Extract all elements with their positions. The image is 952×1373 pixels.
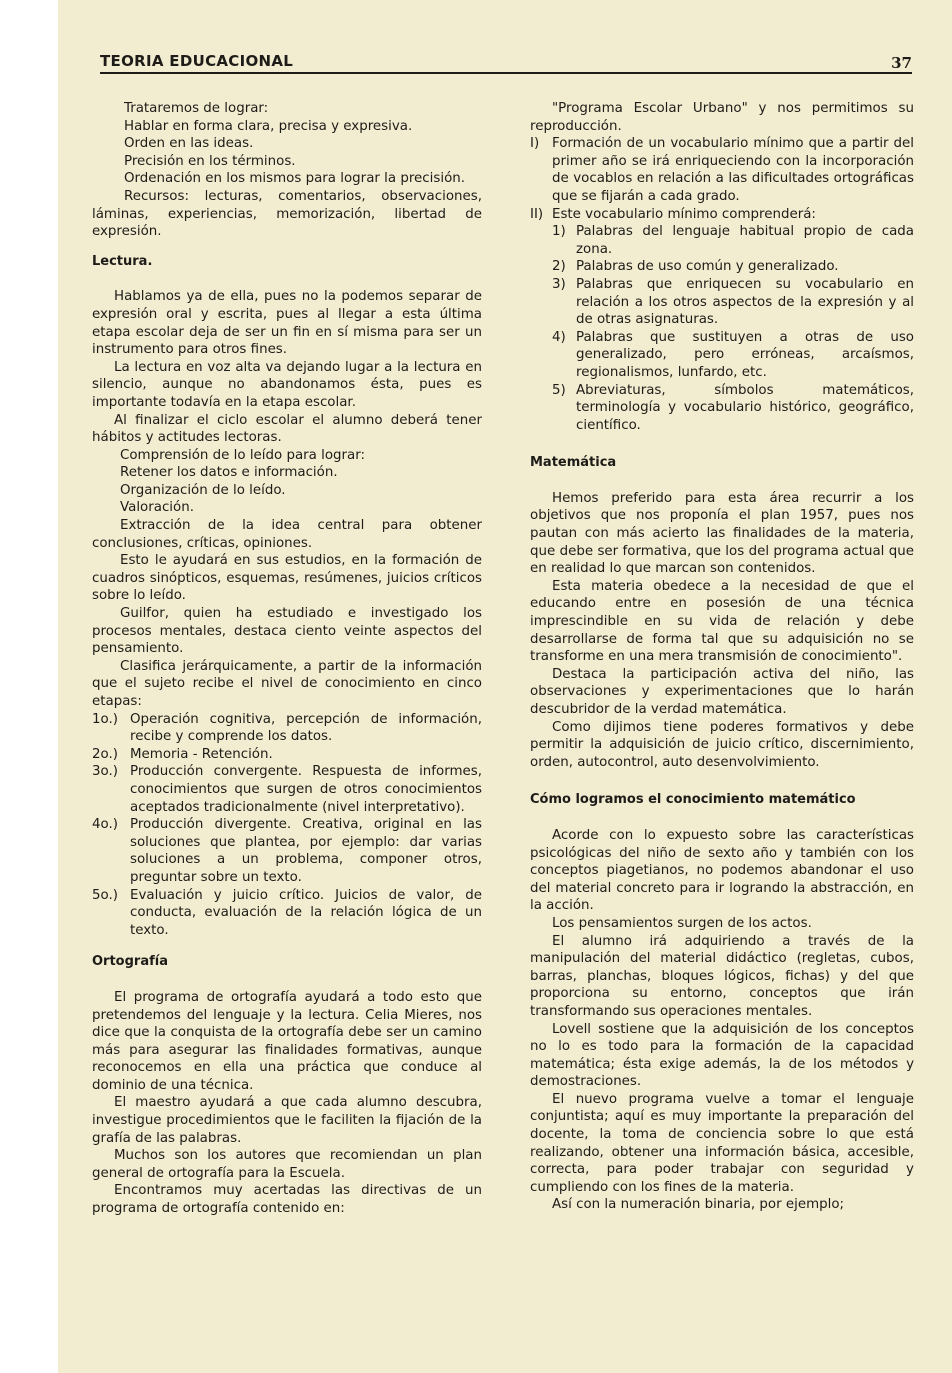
list-text: Memoria - Retención.: [130, 746, 273, 762]
list-text: Abreviaturas, símbolos matemáticos, terminología y vocabulario histórico, geográfico, científico.: [576, 382, 914, 433]
scan-margin: [0, 0, 58, 1373]
paragraph: Encontramos muy acertadas las directivas de un programa de ortografía contenido en:: [92, 1183, 482, 1217]
paragraph: Muchos son los autores que recomiendan un plan general de ortografía para la Escuela.: [92, 1148, 482, 1181]
paragraph: Orden en las ideas.: [124, 136, 254, 152]
paragraph: Ordenación en los mismos para lograr la precisión.: [124, 171, 466, 187]
paragraph: Valoración.: [120, 500, 194, 516]
list-number: 4): [552, 329, 566, 345]
paragraph: El programa de ortografía ayudará a todo esto que pretendemos del lenguaje y la lectura. Celia Mieres, nos dice que la conquista de la ortografía debe ser un camino más para asegurar las finalidades formativas, aunque reconocemos en ella una práctica que conduce al dominio de una técnica.: [92, 989, 482, 1093]
paragraph: Precisión en los términos.: [124, 153, 296, 169]
paragraph: El maestro ayudará a que cada alumno descubra, investigue procedimientos que le faciliten la fijación de la grafía de las palabras.: [92, 1095, 482, 1146]
paragraph: Esta materia obedece a la necesidad de que el educando entre en posesión de una técnica imprescindible en su vida de relación y debe desarrollarse de forma tal que su adquisición no se transforme en una mera transmisión de conocimiento".: [530, 578, 914, 665]
list-number: 5): [552, 382, 566, 398]
paragraph: Hablamos ya de ella, pues no la podemos separar de expresión oral y escrita, pues al llegar a esta última etapa escolar deja de ser un fin en sí misma para ser un instrumento para otros fines.: [92, 289, 482, 358]
list-item: [530, 206, 914, 224]
list-item: [92, 887, 482, 940]
list-text: Palabras del lenguaje habitual propio de cada zona.: [576, 224, 914, 257]
list-number: 3): [552, 276, 566, 292]
list-item: [92, 746, 482, 764]
list-text: Formación de un vocabulario mínimo que a partir del primer año se irá enriqueciendo con la incorporación de vocablos en relación a las dificultades ortográficas que se fijarán a cada grado.: [552, 136, 914, 204]
list-text: Evaluación y juicio crítico. Juicios de valor, de conducta, evaluación de la relación lógica de un texto.: [130, 887, 482, 938]
page-number: 37: [891, 54, 912, 72]
list-text: Palabras que enriquecen su vocabulario en relación a los otros aspectos de la expresión y al de otras asignaturas.: [576, 276, 914, 328]
list-number: 1): [552, 224, 566, 240]
paragraph: Hablar en forma clara, precisa y expresiva.: [124, 118, 413, 134]
list-number: 2o.): [92, 746, 118, 762]
list-text: Palabras de uso común y generalizado.: [576, 259, 839, 275]
list-item: [530, 276, 914, 329]
list-number: I): [530, 136, 540, 152]
section-heading-matematica: Matemática: [530, 455, 617, 471]
paragraph: Comprensión de lo leído para lograr:: [120, 447, 366, 463]
paragraph: "Programa Escolar Urbano" y nos permitimos su reproducción.: [530, 101, 914, 134]
paragraph: Clasifica jerárquicamente, a partir de la información que el sujeto recibe el nivel de conocimiento en cinco etapas:: [92, 658, 482, 709]
list-text: Producción convergente. Respuesta de informes, conocimientos que surgen de otros conocimientos aceptados tradicionalmente (nivel interpretativo).: [130, 764, 482, 815]
paragraph: La lectura en voz alta va dejando lugar a la lectura en silencio, aunque no abandonamos ésta, pues es importante todavía en la etapa escolar.: [92, 359, 482, 410]
paragraph: Trataremos de lograr:: [124, 101, 269, 116]
paragraph: El alumno irá adquiriendo a través de la manipulación del material didáctico (regletas, cubos, barras, planchas, bloques lógicos, fichas) y del que proporciona su entorno, conceptos que irán transformando sus operaciones mentales.: [530, 933, 914, 1019]
list-item: [92, 763, 482, 816]
list-item: [92, 711, 482, 746]
paragraph: El nuevo programa vuelve a tomar el lenguaje conjuntista; aquí es muy importante la preparación del docente, la toma de conciencia sobre lo que está realizando, obtener una información básica, accesible, correcta, para poder trabajar con seguridad y cumpliendo con los fines de la materia.: [530, 1091, 914, 1195]
left-column: [92, 100, 482, 1218]
list-text: Operación cognitiva, percepción de información, recibe y comprende los datos.: [130, 711, 482, 745]
paragraph: Como dijimos tiene poderes formativos y debe permitir la adquisición de juicio crítico, discernimiento, orden, autocontrol, auto desenvolvimiento.: [530, 719, 914, 770]
header-title: TEORIA EDUCACIONAL: [100, 52, 294, 70]
header-rule: [100, 72, 912, 74]
list-number: 2): [552, 259, 566, 275]
list-item: [92, 816, 482, 886]
list-number: II): [530, 206, 544, 222]
paragraph: Recursos: lecturas, comentarios, observaciones, láminas, experiencias, memorización, libertad de expresión.: [92, 188, 482, 240]
section-heading-ortografia: Ortografía: [92, 954, 168, 970]
section-heading-como-logramos: Cómo logramos el conocimiento matemático: [530, 792, 856, 808]
list-item: [530, 329, 914, 382]
paragraph: Acorde con lo expuesto sobre las características psicológicas del niño de sexto año y también con los conceptos piagetianos, no podemos abandonar el uso del material concreto para ir logrando la abstracción, en la acción.: [530, 827, 914, 914]
paragraph: Retener los datos e información.: [120, 465, 338, 481]
paragraph: Destaca la participación activa del niño, las observaciones y experimentaciones que lo harán descubridor de la verdad matemática.: [530, 666, 914, 717]
paragraph: Los pensamientos surgen de los actos.: [552, 915, 812, 931]
section-heading-lectura: Lectura.: [92, 253, 153, 269]
right-column: [530, 100, 914, 1214]
list-item: [530, 135, 914, 205]
list-item: [530, 223, 914, 258]
paragraph: Extracción de la idea central para obtener conclusiones, críticas, opiniones.: [92, 518, 482, 551]
paragraph: Lovell sostiene que la adquisición de los conceptos no lo es todo para la formación de la capacidad matemática; ésta exige además, la de los métodos y demostraciones.: [530, 1021, 914, 1090]
list-number: 5o.): [92, 887, 118, 903]
paragraph: Al finalizar el ciclo escolar el alumno deberá tener hábitos y actitudes lectoras.: [92, 412, 482, 446]
list-number: 3o.): [92, 764, 118, 780]
paragraph: Organización de lo leído.: [120, 482, 286, 498]
list-item: [530, 258, 914, 276]
paragraph: Hemos preferido para esta área recurrir a los objetivos que nos proponía el plan 1957, pues nos pautan con más acierto las finalidades de la materia, que debe ser formativa, que los del programa actual que en realidad lo que marcan son contenidos.: [530, 490, 914, 577]
list-text: Palabras que sustituyen a otras de uso generalizado, pero erróneas, arcaísmos, regionalismos, lunfardo, etc.: [576, 329, 914, 380]
paragraph: Guilfor, quien ha estudiado e investigado los procesos mentales, destaca ciento veinte aspectos del pensamiento.: [92, 606, 482, 657]
list-text: Este vocabulario mínimo comprenderá:: [552, 206, 816, 222]
list-number: 4o.): [92, 817, 118, 833]
list-item: [530, 382, 914, 435]
paragraph: Esto le ayudará en sus estudios, en la formación de cuadros sinópticos, esquemas, resúmenes, juicios críticos sobre lo leído.: [92, 553, 482, 604]
list-number: 1o.): [92, 711, 118, 727]
paragraph: Así con la numeración binaria, por ejemplo;: [552, 1197, 845, 1213]
list-text: Producción divergente. Creativa, original en las soluciones que plantea, por ejemplo: dar varias soluciones a un problema, componer otros, preguntar sobre un texto.: [130, 817, 482, 885]
